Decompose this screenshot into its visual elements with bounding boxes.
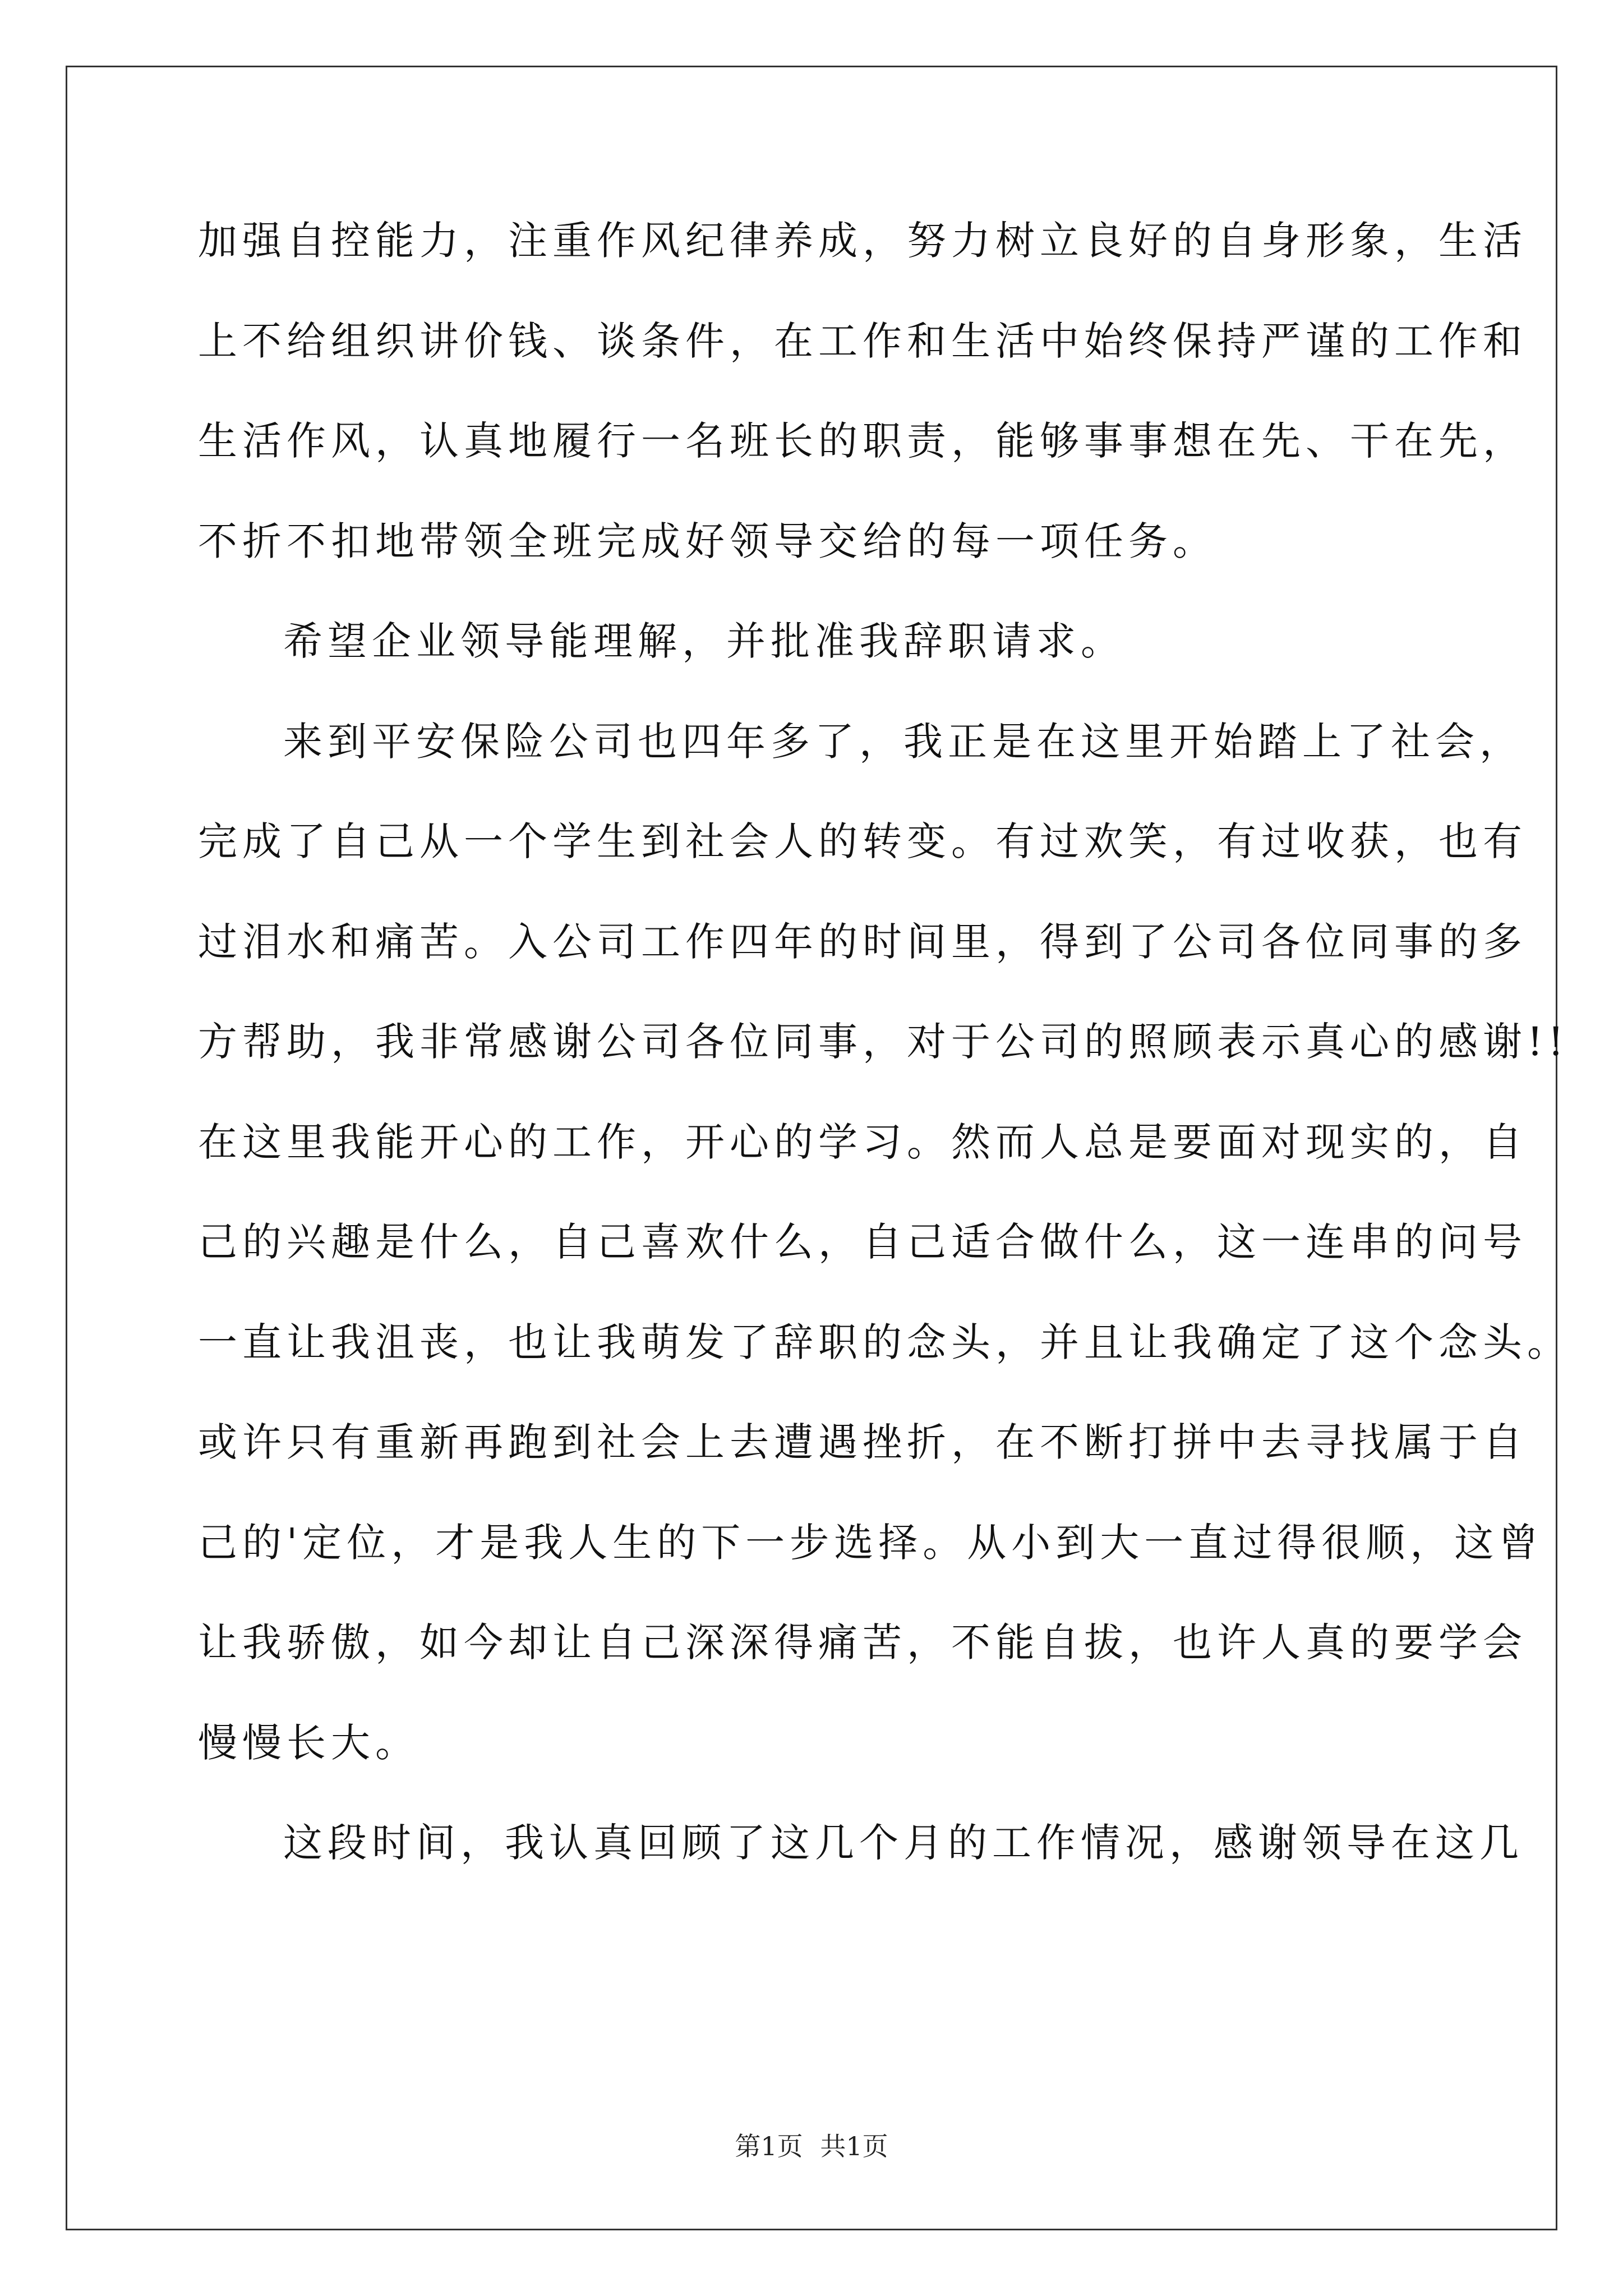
text-line: 慢慢长大。 <box>198 1719 419 1766</box>
page-footer <box>0 2126 1623 2163</box>
text-line: 希望企业领导能理解，并批准我辞职请求。 <box>283 618 1125 664</box>
text-line: 过泪水和痛苦。入公司工作四年的时间里，得到了公司各位同事的多 <box>198 918 1527 965</box>
page-number: 第1页 <box>735 2131 803 2161</box>
text-line: 生活作风，认真地履行一名班长的职责，能够事事想在先、干在先， <box>198 418 1527 464</box>
text-line: 在这里我能开心的工作，开心的学习。然而人总是要面对现实的，自 <box>198 1119 1527 1165</box>
text-line: 一直让我沮丧，也让我萌发了辞职的念头，并且让我确定了这个念头。 <box>198 1319 1571 1365</box>
document-body <box>198 191 1571 1893</box>
text-line: 上不给组织讲价钱、谈条件，在工作和生活中始终保持严谨的工作和 <box>198 318 1527 364</box>
text-line: 来到平安保险公司也四年多了，我正是在这里开始踏上了社会， <box>283 718 1524 765</box>
text-line: 不折不扣地带领全班完成好领导交给的每一项任务。 <box>198 518 1217 564</box>
text-line: 己的'定位，才是我人生的下一步选择。从小到大一直过得很顺，这曾 <box>198 1519 1543 1566</box>
text-line: 这段时间，我认真回顾了这几个月的工作情况，感谢领导在这几 <box>283 1820 1524 1866</box>
text-line: 己的兴趣是什么，自己喜欢什么，自己适合做什么，这一连串的问号 <box>198 1219 1527 1265</box>
text-line: 方帮助，我非常感谢公司各位同事，对于公司的照顾表示真心的感谢!! <box>198 1019 1569 1065</box>
text-line: 让我骄傲，如今却让自己深深得痛苦，不能自拔，也许人真的要学会 <box>198 1619 1527 1665</box>
text-line: 加强自控能力，注重作风纪律养成，努力树立良好的自身形象，生活 <box>198 218 1527 264</box>
page-total: 共1页 <box>820 2131 888 2161</box>
text-line: 或许只有重新再跑到社会上去遭遇挫折，在不断打拼中去寻找属于自 <box>198 1419 1527 1465</box>
text-line: 完成了自己从一个学生到社会人的转变。有过欢笑，有过收获，也有 <box>198 818 1527 864</box>
